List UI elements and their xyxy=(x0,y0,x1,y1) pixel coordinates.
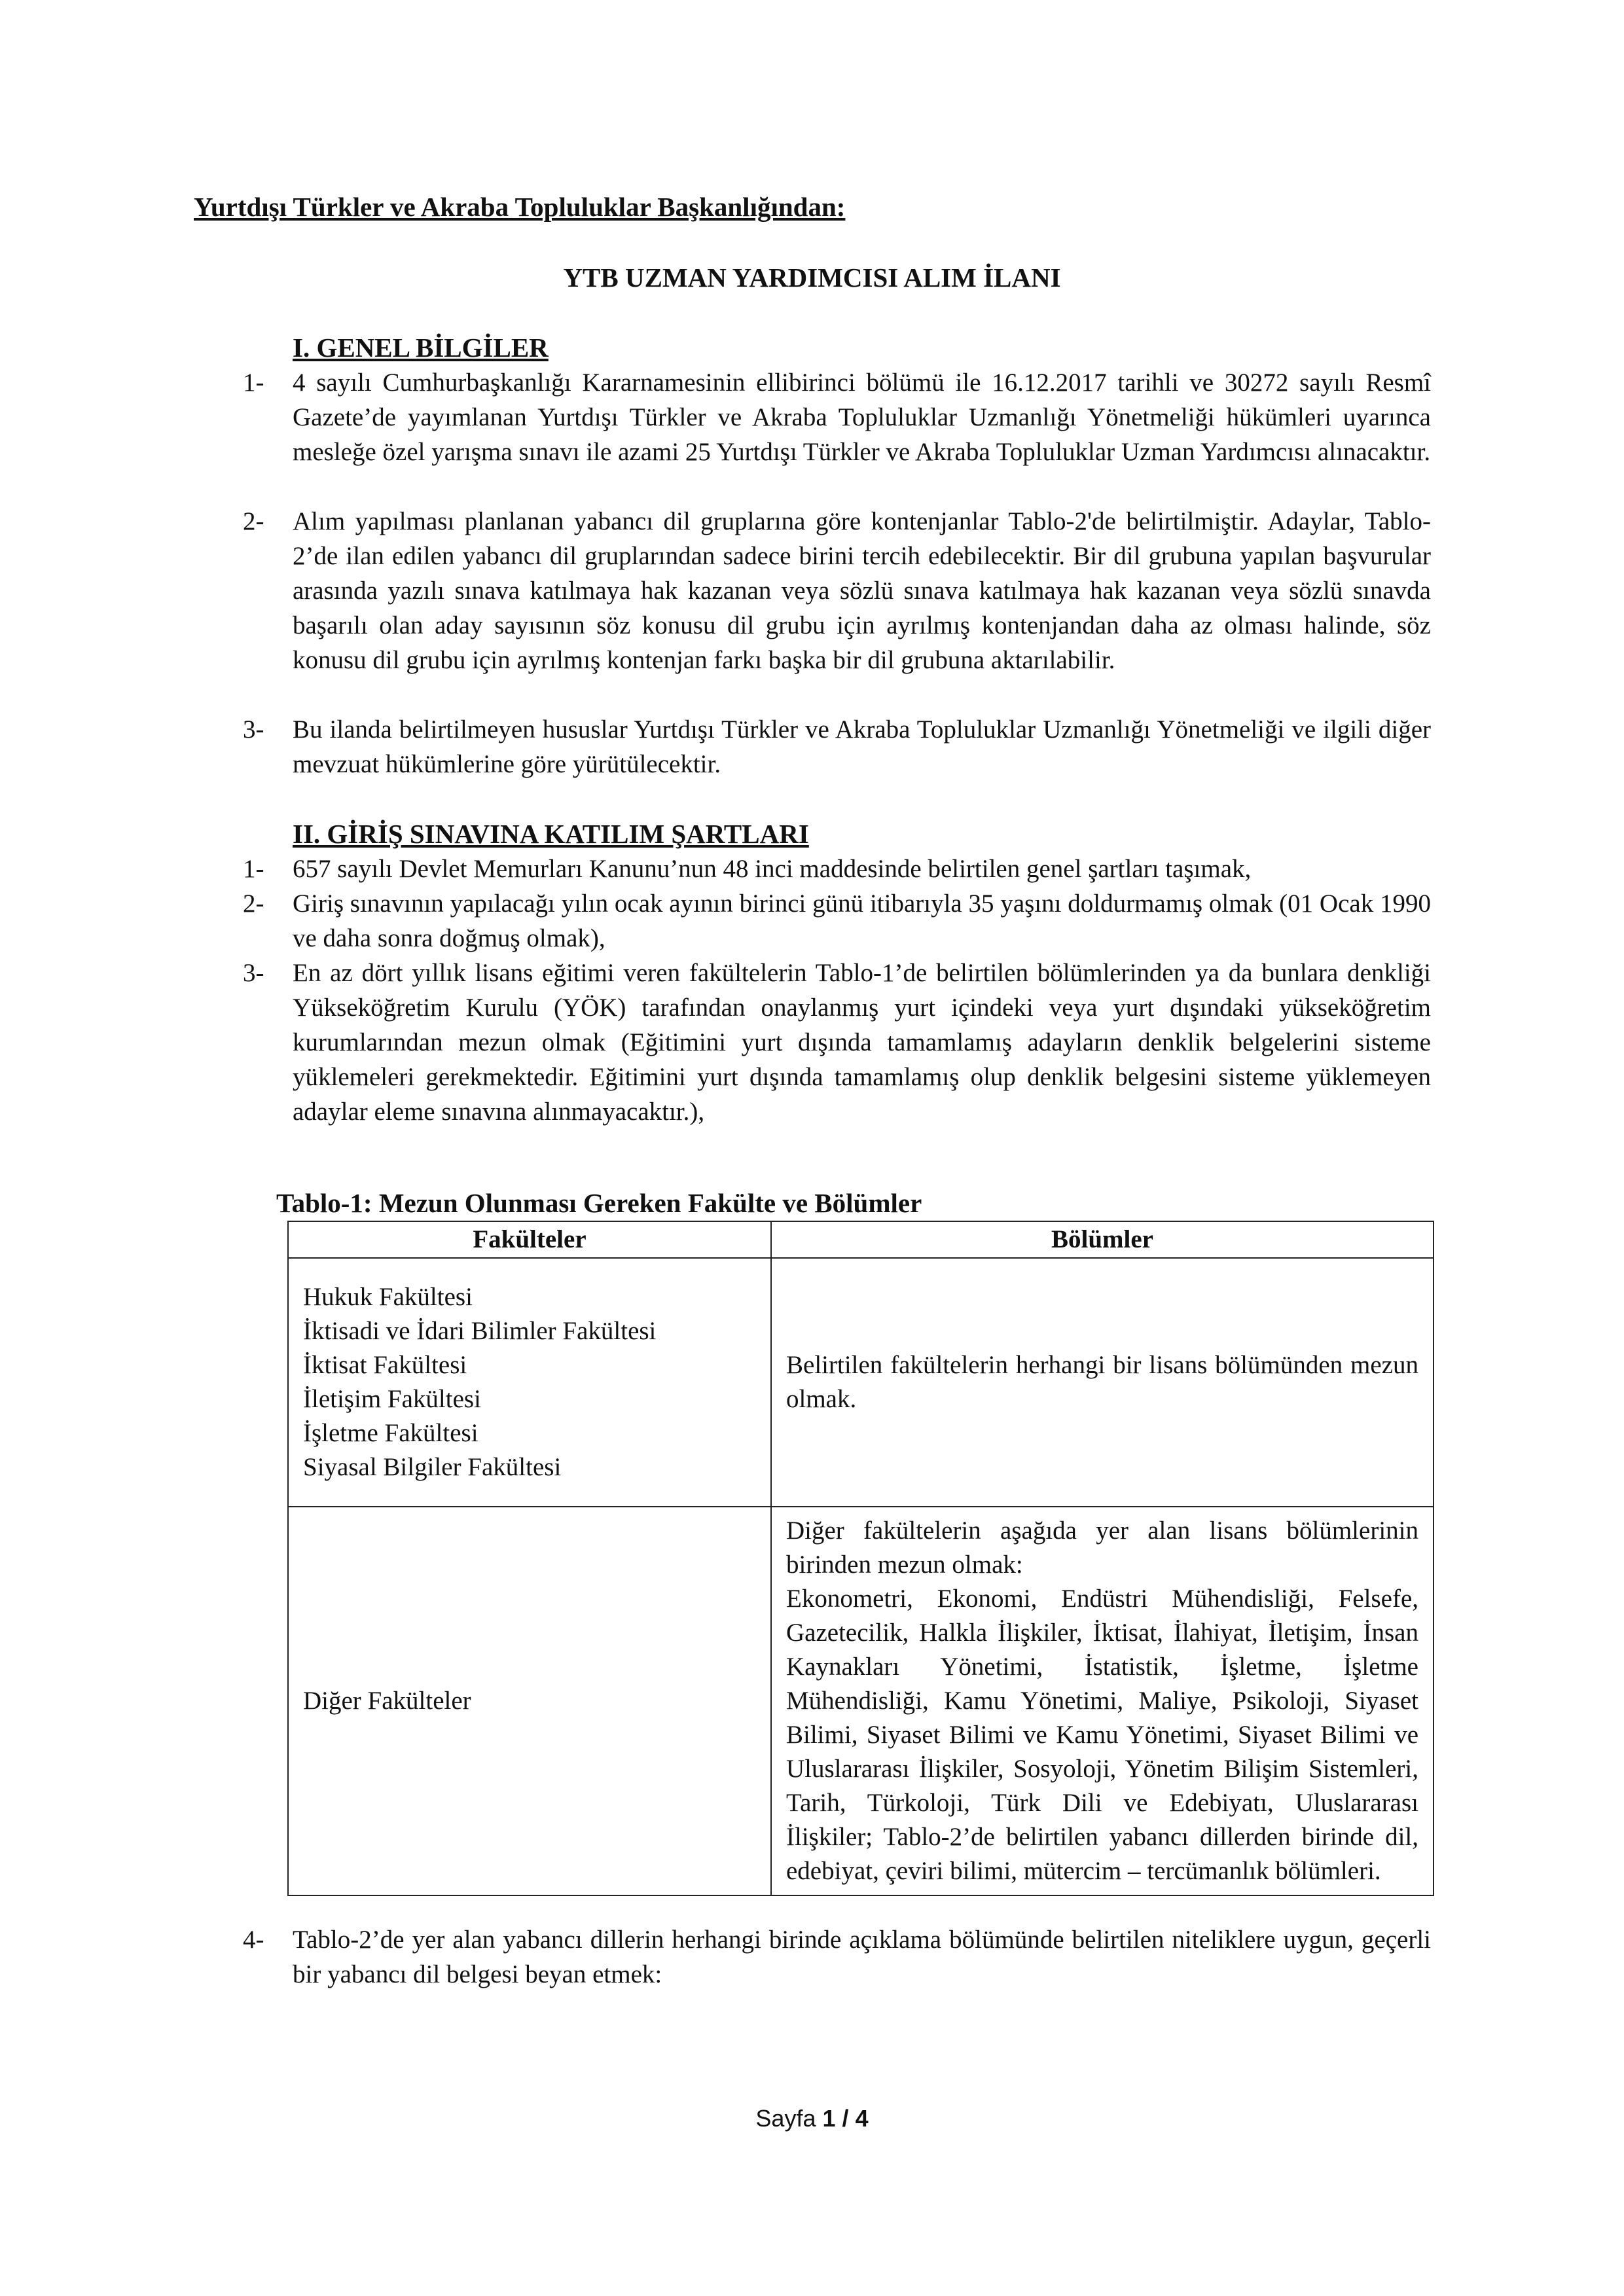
requirement-item-4 xyxy=(243,1922,1431,1992)
faculty-list-cell xyxy=(288,1258,771,1507)
header-departments: Bölümler xyxy=(771,1221,1434,1258)
item-text: En az dört yıllık lisans eğitimi veren fakültelerin Tablo-1’de belirtilen bölümlerinden ya da bunlara denkliği Yükseköğretim Kurulu (YÖK) tarafından onaylanmış yurt içindeki veya yurt dışındaki yükseköğretim kurumlarından mezun olmak (Eğitimini yurt dışında tamamlamış adayların denklik belgelerini sisteme yüklemeleri gerekmektedir. Eğitimini yurt dışında tamamlamış olup denklik belgesini sisteme yüklemeyen adaylar eleme sınavına alınmayacaktır.), xyxy=(293,959,1431,1126)
table-caption: Tablo-1: Mezun Olunması Gereken Fakülte ve Bölümler xyxy=(276,1188,922,1218)
department-requirement-cell: Belirtilen fakültelerin herhangi bir lisans bölümünden mezun olmak. xyxy=(771,1258,1434,1507)
faculties-table xyxy=(287,1221,1434,1896)
requirement-item-2 xyxy=(243,886,1431,956)
page-footer xyxy=(0,2101,1624,2136)
item-number: 2- xyxy=(243,507,264,535)
item-number: 3- xyxy=(243,959,264,987)
faculty-item: İşletme Fakültesi xyxy=(303,1419,478,1447)
item-text: Giriş sınavının yapılacağı yılın ocak ayının birinci günü itibarıyla 35 yaşını doldurmamış olmak (01 Ocak 1990 ve daha sonra doğmuş olmak), xyxy=(293,889,1431,952)
requirement-item-3 xyxy=(243,956,1431,1129)
item-number: 1- xyxy=(243,368,264,397)
other-departments-list: Ekonometri, Ekonomi, Endüstri Mühendisliği, Felsefe, Gazetecilik, Halkla İlişkiler, İktisat, İlahiyat, İletişim, İnsan Kaynakları Yönetimi, İstatistik, İşletme, İşletme Mühendisliği, Kamu Yönetimi, Maliye, Psikoloji, Siyaset Bilimi, Siyaset Bilimi ve Kamu Yönetimi, Siyaset Bilimi ve Uluslararası İlişkiler, Sosyoloji, Yönetim Bilişim Sistemleri, Tarih, Türkoloji, Türk Dili ve Edebiyatı, Uluslararası İlişkiler; Tablo-2’de belirtilen yabancı dillerden birinde dil, edebiyat, çeviri bilimi, mütercim – tercümanlık bölümleri. xyxy=(786,1585,1418,1885)
other-faculties-cell: Diğer Fakülteler xyxy=(288,1507,771,1895)
general-info-item-3 xyxy=(243,712,1431,781)
page-current: 1 xyxy=(822,2105,836,2132)
general-info-item-1 xyxy=(243,365,1431,469)
requirement-item-1 xyxy=(243,852,1431,886)
item-number: 3- xyxy=(243,715,264,744)
document-title: YTB UZMAN YARDIMCISI ALIM İLANI xyxy=(563,262,1061,293)
faculty-item: Siyasal Bilgiler Fakültesi xyxy=(303,1453,562,1481)
item-text: Bu ilanda belirtilmeyen hususlar Yurtdışı Türkler ve Akraba Topluluklar Uzmanlığı Yönetmeliği ve ilgili diğer mevzuat hükümlerine göre yürütülecektir. xyxy=(293,715,1431,778)
section-heading-general-info: I. GENEL BİLGİLER xyxy=(293,332,549,363)
table-header-row xyxy=(288,1221,1434,1258)
item-number: 2- xyxy=(243,889,264,918)
item-number: 1- xyxy=(243,855,264,883)
issuer-heading: Yurtdışı Türkler ve Akraba Topluluklar Başkanlığından: xyxy=(194,192,846,222)
page-separator: / xyxy=(842,2105,849,2132)
item-text: Tablo-2’de yer alan yabancı dillerin herhangi birinde açıklama bölümünde belirtilen niteliklere uygun, geçerli bir yabancı dil belgesi beyan etmek: xyxy=(293,1926,1431,1988)
table-row xyxy=(288,1258,1434,1507)
other-departments-cell xyxy=(771,1507,1434,1895)
item-text: 4 sayılı Cumhurbaşkanlığı Kararnamesinin ellibirinci bölümü ile 16.12.2017 tarihli ve 30272 sayılı Resmî Gazete’de yayımlanan Yurtdışı Türkler ve Akraba Topluluklar Uzmanlığı Yönetmeliği hükümleri uyarınca mesleğe özel yarışma sınavı ile azami 25 Yurtdışı Türkler ve Akraba Topluluklar Uzman Yardımcısı alınacaktır. xyxy=(293,368,1431,466)
item-text: 657 sayılı Devlet Memurları Kanunu’nun 48 inci maddesinde belirtilen genel şartları taşımak, xyxy=(293,855,1252,883)
faculty-item: Hukuk Fakültesi xyxy=(303,1283,473,1311)
general-info-item-2 xyxy=(243,504,1431,677)
faculty-item: İletişim Fakültesi xyxy=(303,1385,481,1413)
other-departments-intro: Diğer fakültelerin aşağıda yer alan lisans bölümlerinin birinden mezun olmak: xyxy=(786,1516,1418,1579)
page-total: 4 xyxy=(855,2105,869,2132)
header-faculties: Fakülteler xyxy=(288,1221,771,1258)
faculty-item: İktisat Fakültesi xyxy=(303,1351,467,1379)
section-heading-exam-requirements: II. GİRİŞ SINAVINA KATILIM ŞARTLARI xyxy=(293,819,809,849)
item-text: Alım yapılması planlanan yabancı dil gruplarına göre kontenjanlar Tablo-2'de belirtilmiştir. Adaylar, Tablo-2’de ilan edilen yabancı dil gruplarından sadece birini tercih edebilecektir. Bir dil grubuna yapılan başvurular arasında yazılı sınava katılmaya hak kazanan veya sözlü sınava katılmaya hak kazanan veya sözlü sınavda başarılı olan aday sayısının söz konusu dil grubu için ayrılmış kontenjandan daha az olması halinde, söz konusu dil grubu için ayrılmış kontenjan farkı başka bir dil grubuna aktarılabilir. xyxy=(293,507,1431,674)
item-number: 4- xyxy=(243,1926,264,1954)
table-row xyxy=(288,1507,1434,1895)
faculty-item: İktisadi ve İdari Bilimler Fakültesi xyxy=(303,1317,657,1345)
page-label: Sayfa xyxy=(755,2105,816,2132)
